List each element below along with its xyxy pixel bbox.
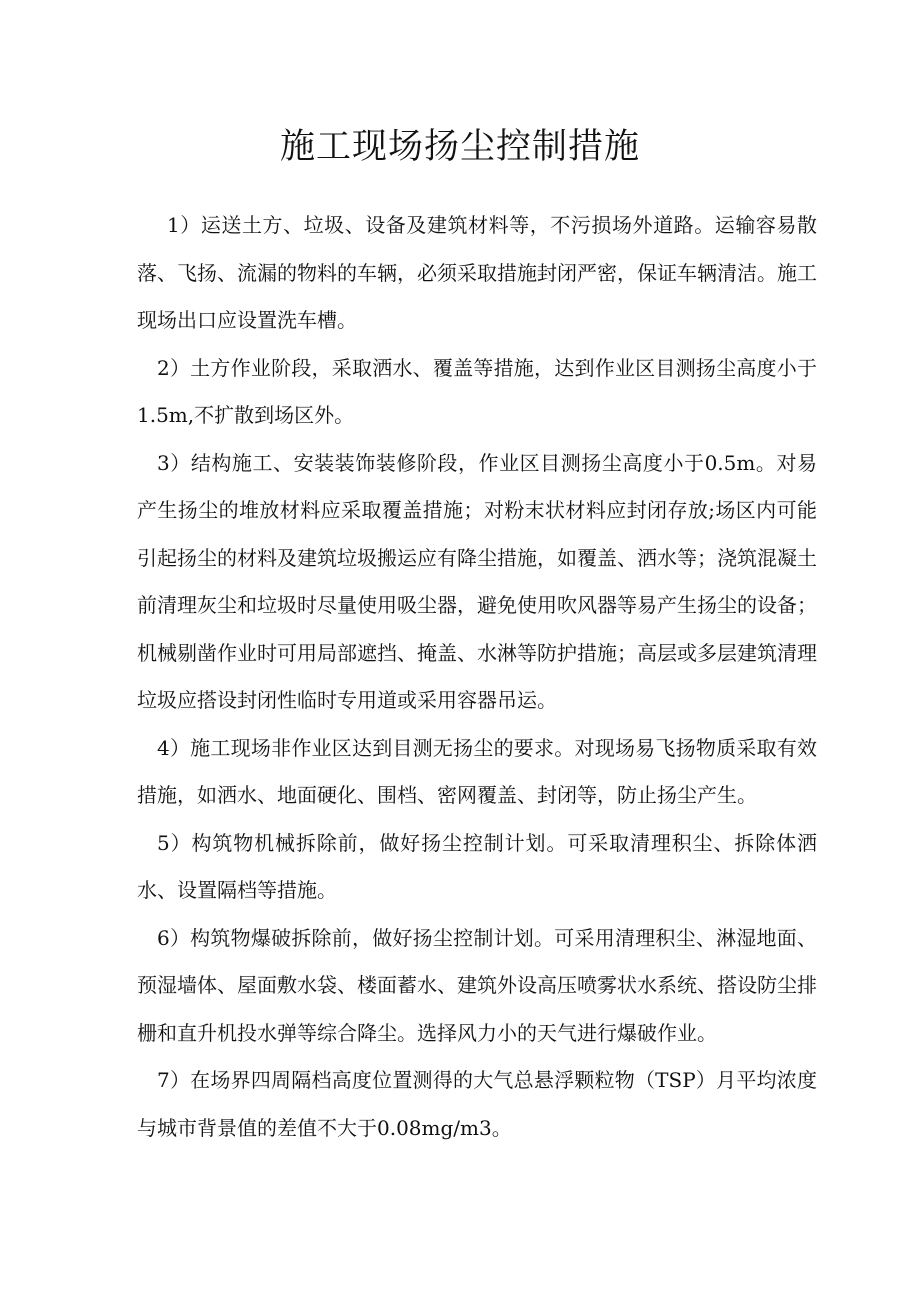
document-title: 施工现场扬尘控制措施 <box>279 127 640 167</box>
paragraph-1: 1）运送土方、垃圾、设备及建筑材料等，不污损场外道路。运输容易散落、飞扬、流漏的物料的车辆，必须采取措施封闭严密，保证车辆清洁。施工现场出口应设置洗车槽。 <box>137 213 817 332</box>
document-body <box>137 202 817 1152</box>
paragraph-4: 4）施工现场非作业区达到目测无扬尘的要求。对现场易飞扬物质采取有效措施，如洒水、地面硬化、围档、密网覆盖、封闭等，防止扬尘产生。 <box>137 735 817 807</box>
paragraph-5: 5）构筑物机械拆除前，做好扬尘控制计划。可采取清理积尘、拆除体洒水、设置隔档等措施。 <box>137 830 817 902</box>
paragraph-2: 2）土方作业阶段，采取洒水、覆盖等措施，达到作业区目测扬尘高度小于1.5m,不扩散到场区外。 <box>137 355 817 427</box>
paragraph-6: 6）构筑物爆破拆除前，做好扬尘控制计划。可采用清理积尘、淋湿地面、预湿墙体、屋面敷水袋、楼面蓄水、建筑外设高压喷雾状水系统、搭设防尘排栅和直升机投水弹等综合降尘。选择风力小的天气进行爆破作业。 <box>137 925 817 1045</box>
paragraph-7: 7）在场界四周隔档高度位置测得的大气总悬浮颗粒物（TSP）月平均浓度与城市背景值的差值不大于0.08mg/m3。 <box>137 1068 817 1140</box>
paragraph-3: 3）结构施工、安装装饰装修阶段，作业区目测扬尘高度小于0.5m。对易产生扬尘的堆放材料应采取覆盖措施；对粉末状材料应封闭存放;场区内可能引起扬尘的材料及建筑垃圾搬运应有降尘措施，如覆盖、洒水等；浇筑混凝土前清理灰尘和垃圾时尽量使用吸尘器，避免使用吹风器等易产生扬尘的设备；机械剔凿作业时可用局部遮挡、掩盖、水淋等防护措施；高层或多层建筑清理垃圾应搭设封闭性临时专用道或采用容器吊运。 <box>137 450 817 712</box>
